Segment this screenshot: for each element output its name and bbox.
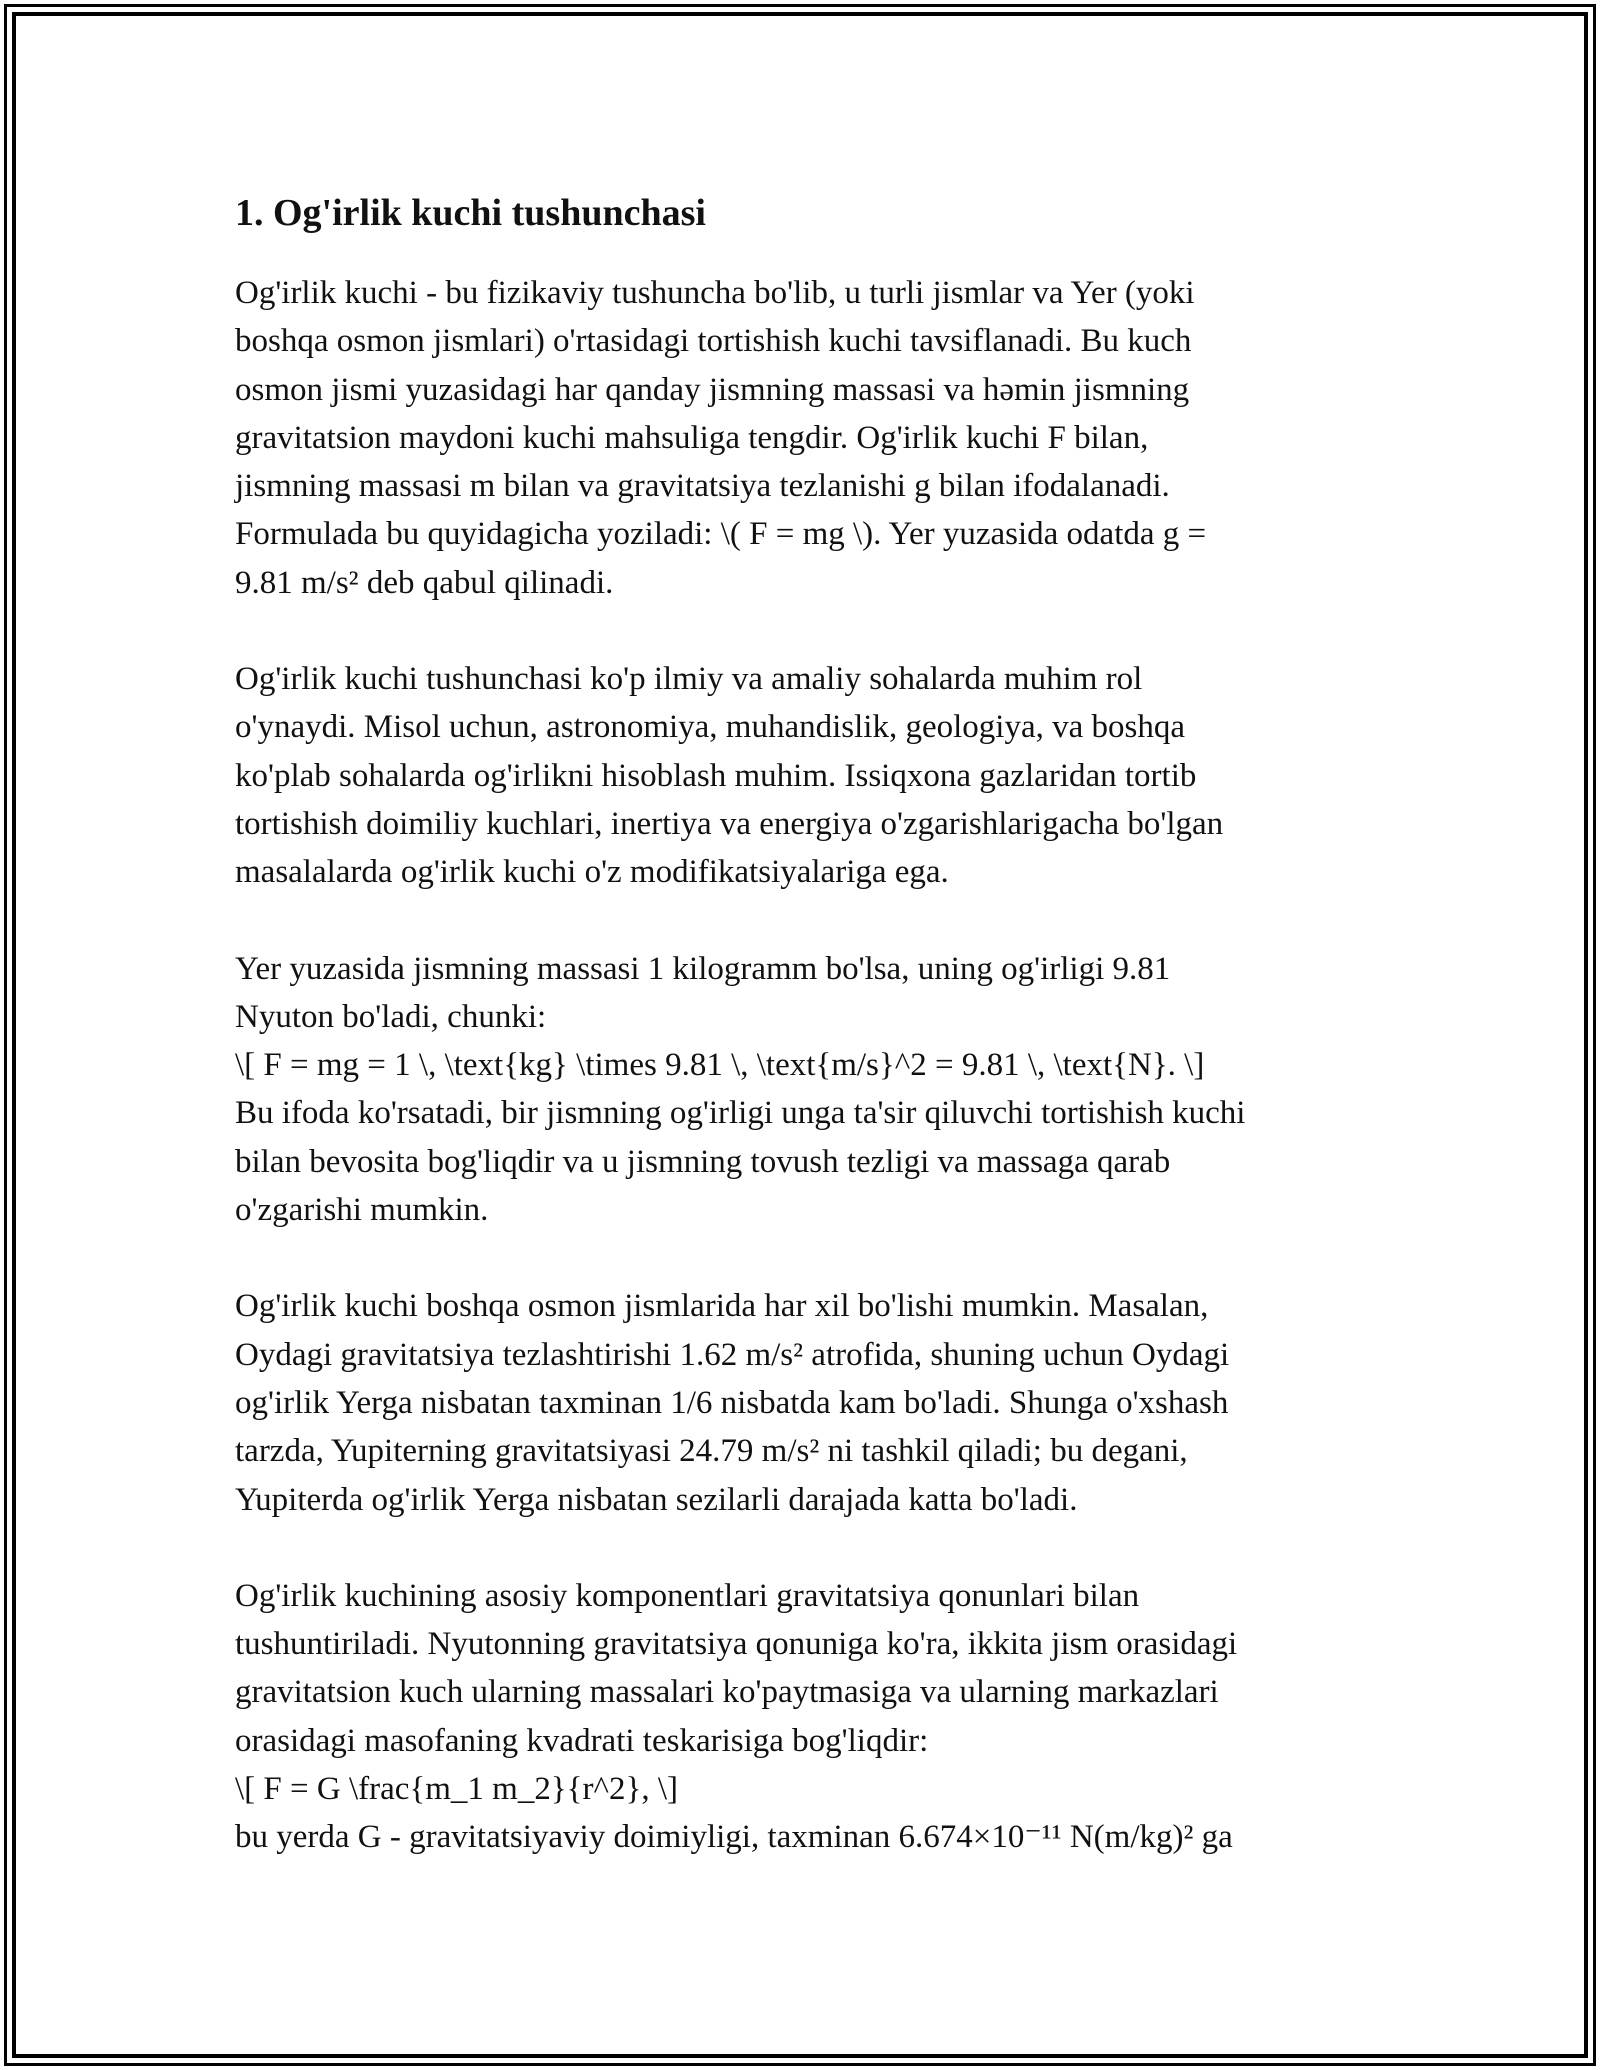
text-line: o'zgarishi mumkin. (235, 1192, 489, 1229)
text-line: ko'plab sohalarda og'irlikni hisoblash muhim. Issiqxona gazlaridan tortib (235, 757, 1197, 794)
text-line: Og'irlik kuchi - bu fizikaviy tushuncha bo'lib, u turli jismlar va Yer (yoki (235, 275, 1195, 311)
document-body (235, 180, 1375, 1910)
text-line: Bu ifoda ko'rsatadi, bir jismning og'irligi unga ta'sir qiluvchi tortishish kuchi (235, 1095, 1246, 1132)
text-line: tushuntiriladi. Nyutonning gravitatsiya qonuniga ko'ra, ikkita jism orasidagi (235, 1626, 1238, 1663)
text-line: bilan bevosita bog'liqdir va u jismning tovush tezligi va massaga qarab (235, 1143, 1171, 1180)
text-line: 9.81 m/s² deb qabul qilinadi. (235, 564, 614, 601)
text-line: gravitatsion maydoni kuchi mahsuliga tengdir. Og'irlik kuchi F bilan, (235, 419, 1149, 456)
text-line: Nyuton bo'ladi, chunki: (235, 998, 547, 1035)
text-line: boshqa osmon jismlari) o'rtasidagi tortishish kuchi tavsiflanadi. Bu kuch (235, 323, 1192, 360)
text-line: Oydagi gravitatsiya tezlashtirishi 1.62 m/s² atrofida, shuning uchun Oydagi (235, 1336, 1230, 1373)
text-line: jismning massasi m bilan va gravitatsiya tezlanishi g bilan ifodalanadi. (235, 468, 1170, 505)
text-line: Og'irlik kuchi tushunchasi ko'p ilmiy va amaliy sohalarda muhim rol (235, 661, 1143, 698)
text-line: masalalarda og'irlik kuchi o'z modifikatsiyalariga ega. (235, 854, 949, 891)
section-heading: 1. Og'irlik kuchi tushunchasi (235, 192, 706, 234)
paragraph-applications (235, 655, 1375, 896)
paragraph-other-bodies (235, 1282, 1375, 1523)
paragraph-newton-law (235, 1572, 1375, 1862)
text-line: gravitatsion kuch ularning massalari ko'paytmasiga va ularning markazlari (235, 1674, 1219, 1711)
text-line: bu yerda G - gravitatsiyaviy doimiyligi, taxminan 6.674×10⁻¹¹ N(m/kg)² ga (235, 1819, 1233, 1856)
text-line: Og'irlik kuchining asosiy komponentlari gravitatsiya qonunlari bilan (235, 1577, 1140, 1614)
paragraph-example (235, 945, 1375, 1235)
text-line: Yer yuzasida jismning massasi 1 kilogramm bo'lsa, uning og'irligi 9.81 (235, 950, 1171, 987)
text-line: Og'irlik kuchi boshqa osmon jismlarida har xil bo'lishi mumkin. Masalan, (235, 1288, 1209, 1325)
text-line: Formulada bu quyidagicha yoziladi: \( F = mg \). Yer yuzasida odatda g = (235, 516, 1207, 553)
text-line: Yupiterda og'irlik Yerga nisbatan sezilarli darajada katta bo'ladi. (235, 1481, 1078, 1518)
formula-line: \[ F = G \frac{m_1 m_2}{r^2}, \] (235, 1771, 678, 1808)
text-line: tarzda, Yupiterning gravitatsiyasi 24.79 m/s² ni tashkil qiladi; bu degani, (235, 1433, 1188, 1470)
paragraph-definition (235, 269, 1375, 607)
text-line: o'ynaydi. Misol uchun, astronomiya, muhandislik, geologiya, va boshqa (235, 709, 1185, 746)
text-line: orasidagi masofaning kvadrati teskarisiga bog'liqdir: (235, 1722, 929, 1759)
text-line: og'irlik Yerga nisbatan taxminan 1/6 nisbatda kam bo'ladi. Shunga o'xshash (235, 1384, 1229, 1421)
formula-line: \[ F = mg = 1 \, \text{kg} \times 9.81 \, \text{m/s}^2 = 9.81 \, \text{N}. \] (235, 1047, 1205, 1084)
text-line: tortishish doimiliy kuchlari, inertiya va energiya o'zgarishlarigacha bo'lgan (235, 805, 1224, 842)
text-line: osmon jismi yuzasidagi har qanday jismning massasi va həmin jismning (235, 371, 1190, 408)
